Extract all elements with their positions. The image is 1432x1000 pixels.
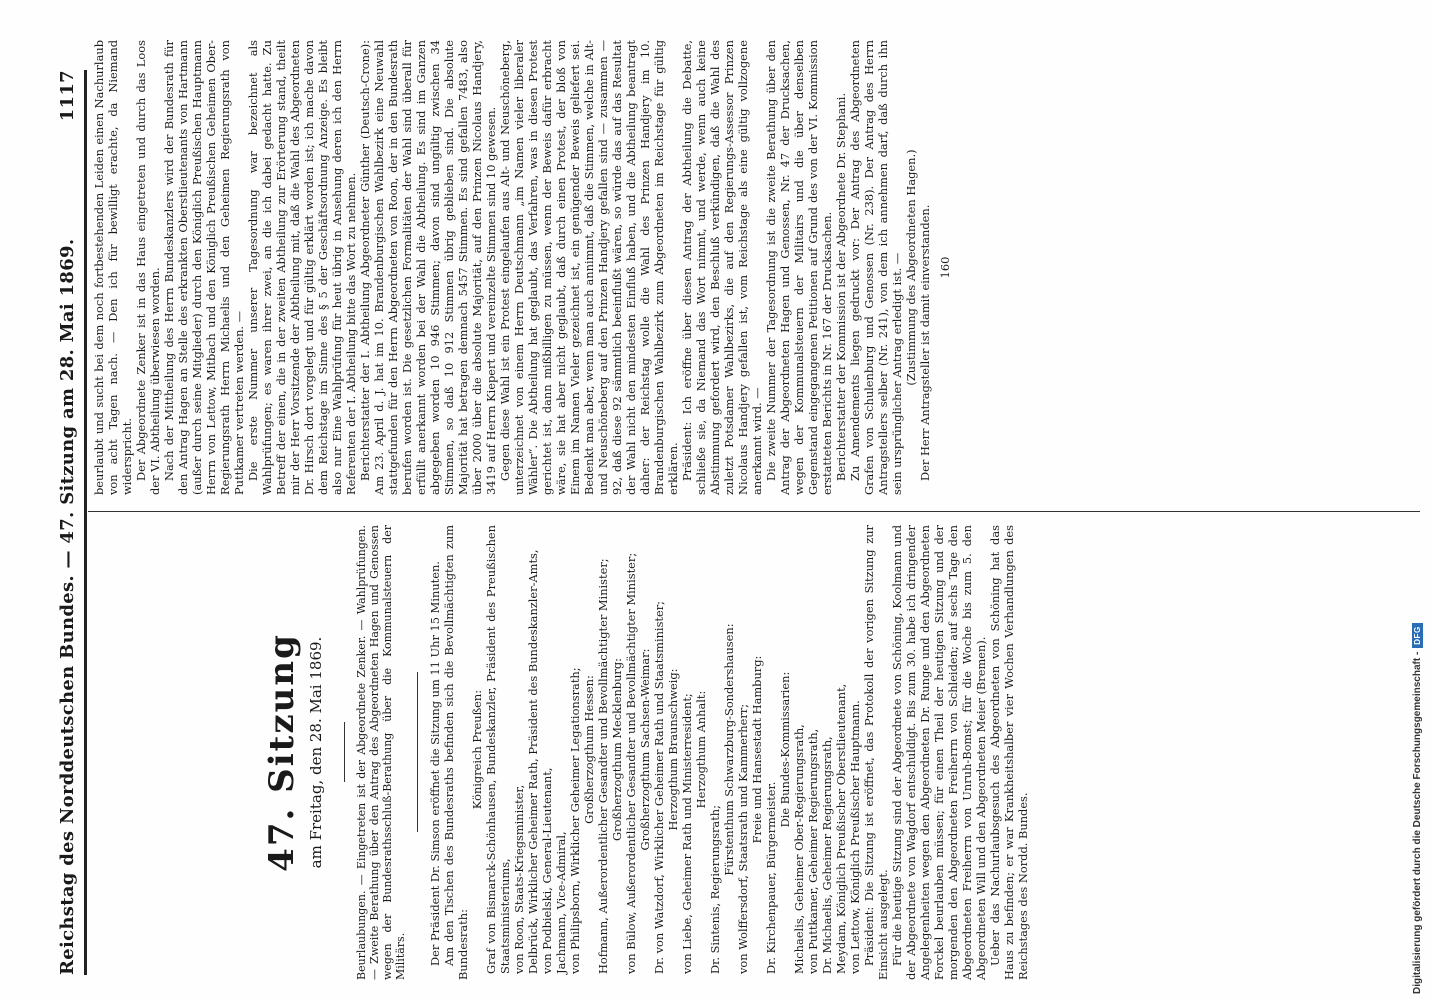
digitization-attribution <box>1412 623 1423 994</box>
header-rule <box>84 70 87 975</box>
commissioner-entry: Hofmann, Außerordentlicher Gesandter und Bevollmächtigter Minister; <box>596 558 610 974</box>
dfg-logo: DFG <box>1412 623 1423 647</box>
paragraph: Der Abgeordnete Zenker ist in das Haus eingetreten und durch das Loos der VI. Abtheilung überwiesen worden. <box>134 40 162 495</box>
paragraph: Zu Amendements liegen gedruckt vor: Der Antrag des Abgeordneten Grafen von Schulenburg und Genossen (Nr. 238). Der Antrag des Herrn Antragstellers selber (Nr. 241), von dem ich annehmen darf, daß durch ihn sein ursprünglicher Antrag erledigt ist. — <box>848 40 904 495</box>
running-title: Reichstag des Norddeutschen Bundes. — 47. Sitzung am 28. Mai 1869. <box>57 238 78 975</box>
paragraph: (Zustimmung des Abgeordneten Hagen.) <box>904 149 918 386</box>
column-divider <box>88 511 1420 512</box>
paragraph: Ueber das Nachurlaubsgesuch des Abgeordneten von Schöning hat das Haus zu befinden; er war Krankheitshalber vier Wochen Verhandlungen des Reichstages des Nordd. Bundes. <box>988 525 1030 980</box>
commissioner-entry: Dr. Michaelis, Geheimer Regierungsrath, <box>820 736 834 974</box>
commissioner-entry: von Lettow, Königlich Preußischer Hauptmann. <box>848 700 862 974</box>
paragraph: Der Herr Antragsteller ist damit einverstanden. <box>918 204 932 481</box>
commissioner-entry: von Roon, Staats-Kriegsminister, <box>512 784 526 974</box>
paragraph: Für die heutige Sitzung sind der Abgeordnete von Schöning, Koolmann und der Abgeordnete von Wagdorf entschuldigt. Bis zum 30. habe ich dringender Angelegenheiten wegen den Abgeordneten Dr. Runge und den Abgeordneten Forckel beurlauben müssen; für einen Theil der heutigen Sitzung und der morgenden den Abgeordneten Freiherrn von Schleiden; auf sechs Tage den Abgeordneten Freiherrn von Unruh-Bomst; für die Woche bis zum 5. den Abgeordneten Will und den Abgeordneten Meier (Bremen). <box>890 525 988 980</box>
title-rule <box>344 723 345 783</box>
paragraph: Nach der Mittheilung des Herrn Bundeskanzlers wird der Bundesrath für den Antrag Hagen an Stelle des erkrankten Oberstlieutenants von Hartmann (außer durch seine Mitglieder) durch den Königlich Preußischen Hauptmann Herrn von Lettow, Mitbach und den Königlich Preußischen Geheimen Ober-Regierungsrath Herrn Michaelis und den Geheimen Regierungsrath von Puttkamer vertreten werden. — <box>162 40 246 495</box>
attribution-text: Digitalisierung gefördert durch die Deutsche Forschungsgemeinschaft - <box>1412 651 1423 994</box>
commissioner-entry: von Bülow, Außerordentlicher Gesandter und Bevollmächtigter Minister; <box>624 552 638 974</box>
commissioner-entry: Graf von Bismarck-Schönhausen, Bundeskanzler, Präsident des Preußischen Staatsministeriums, <box>484 525 512 974</box>
paragraph: Berichterstatter der Kommission ist der Abgeordnete Dr. Stephani. <box>834 92 848 481</box>
commissioner-entry: Jachmann, Vice-Admiral, <box>554 831 568 974</box>
page-header <box>52 70 78 975</box>
commissioner-entry: von Philipsborn, Wirklicher Geheimer Legationsrath; <box>568 667 582 974</box>
paragraph: Berichterstatter der I. Abtheilung Abgeordneter Günther (Deutsch-Crone): Am 23. April d. J. hat im 10. Brandenburgischen Wahlbezirk eine Neuwahl stattgefunden für den Herrn Abgeordneten von Roon, der in den Bundesrath berufen worden ist. Die gesetzlichen Formalitäten der Wahl sind überall für erfüllt anerkannt worden bei der Wahl die Abtheilung. Es sind im Ganzen abgegeben worden 10 946 Stimmen; davon sind ungültig zwischen 34 Stimmen, so daß 10 912 Stimmen übrig geblieben sind. Die absolute Majorität hat betragen demnach 5457 Stimmen. Es sind gefallen 7483, also über 2000 über die absolute Majorität, auf den Prinzen Nicolaus Handjery, 3419 auf Herrn Kiepert und vereinzelte Stimmen sind 10 gewesen. <box>358 40 498 495</box>
paragraph: beurlaubt und sucht bei dem noch fortbestehenden Leiden einen Nachurlaub von acht Tagen nach. — Den ich für bewilligt erachte, da Niemand widerspricht. <box>92 40 134 495</box>
commissioner-entry: von Liebe, Geheimer Rath und Ministerresident; <box>680 693 694 974</box>
paragraph: Am den Tischen des Bundesraths befinden sich die Bevollmächtigten zum Bundesrath: <box>442 525 470 980</box>
state-heading: Die Bundes-Kommissarien: <box>778 671 792 828</box>
left-column <box>92 525 1030 980</box>
state-heading: Großherzogthum Hessen: <box>582 675 596 824</box>
commissioner-list <box>470 525 862 980</box>
state-heading: Königreich Preußen: <box>470 689 484 810</box>
page-number: 1117 <box>57 70 78 122</box>
left-tail <box>862 525 1030 980</box>
state-heading: Fürstenthum Schwarzburg-Sondershausen: <box>722 623 736 876</box>
commissioner-entry: von Podbielski, General-Lieutenant, <box>540 767 554 974</box>
state-heading: Großherzogthum Mecklenburg: <box>610 658 624 841</box>
contents-rule <box>417 673 418 833</box>
paragraph: Die erste Nummer unserer Tagesordnung war bezeichnet als Wahlprüfungen; es waren ihrer zwei, an die ich dabei gedacht hatte. Zu Betreff der einen, die in der zweiten Abtheilung zur Erörterung stand, theilt mir der Herr Vorsitzende der Abtheilung mit, daß die Wahl des Abgeordneten Dr. Hirsch dort vorgelegt und für gültig erklärt worden ist; ich mache davon dem Reichstage im Sinne des § 5 der Geschäftsordnung Anzeige. Es bleibt also nur Eine Wahlprüfung für heut übrig in Ansehung deren ich den Herrn Referenten der I. Abtheilung bitte das Wort zu nehmen. <box>246 40 358 495</box>
commissioner-entry: Michaelis, Geheimer Ober-Regierungsrath, <box>792 724 806 974</box>
state-heading: Herzogthum Anhalt: <box>694 690 708 809</box>
session-date: am Freitag, den 28. Mai 1869. <box>307 636 325 869</box>
state-heading: Großherzogthum Sachsen-Weimar: <box>638 648 652 851</box>
state-heading: Freie und Hansestadt Hamburg: <box>750 655 764 844</box>
commissioner-entry: Dr. Kirchenpauer, Bürgermeister. <box>764 781 778 974</box>
session-contents: Beurlaubungen. — Eingetreten ist der Abgeordnete Zenker. — Wahlprüfungen. — Zweite Berathung über den Antrag des Abgeordneten Hagen und Genossen wegen der Bundesrathsschluß-Berathung über die Kommunalsteuern der Militärs. <box>355 525 407 980</box>
commissioner-entry: Delbrück, Wirklicher Geheimer Rath, Präsident des Bundeskanzler-Amts, <box>526 549 540 974</box>
left-intro <box>428 525 470 980</box>
session-title: 47. Sitzung <box>262 633 302 872</box>
commissioner-entry: Meydam, Königlich Preußischer Oberstlieutenant, <box>834 683 848 974</box>
paragraph: Die zweite Nummer der Tagesordnung ist die zweite Berathung über den Antrag der Abgeordneten Hagen und Genossen, Nr. 47 der Drucksachen, wegen der Kommunalsteuern der Militairs und die über denselben Gegenstand eingegangenen Petitionen auf Grund des von der VI. Kommission erstatteten Berichts in Nr. 167 der Drucksachen. <box>764 40 834 495</box>
commissioner-entry: Dr. Sintenis, Regierungsrath; <box>708 805 722 974</box>
commissioner-entry: Dr. von Watzdorf, Wirklicher Geheimer Rath und Staatsminister; <box>652 600 666 974</box>
paragraph: Präsident: Ich eröffne über diesen Antrag der Abtheilung die Debatte, schließe sie, da Niemand das Wort nimmt, und werde, wenn auch keine Abstimmung gefordert wird, den Beschluß verkündigen, daß die Wahl des zuletzt Potsdamer Wahlbezirks, die auf den Regierungs-Assessor Prinzen Nicolaus Handjery gefallen ist, vom Reichstage als eine gültig vollzogene anerkannt wird. — <box>680 40 764 495</box>
paragraph: Gegen diese Wahl ist ein Protest eingelaufen aus Alt- und Neuschöneberg, unterzeichnet von einem Herrn Deutschmann „im Namen vieler liberaler Wähler“. Die Abtheilung hat geglaubt, das Verfahren, was in diesen Protest gerichtet ist, dann mißbilligen zu müssen, wenn der Beweis dafür erbracht wäre, sie hat aber nicht geglaubt, daß durch einen Protest, der bloß von Einem im Namen Vieler gezeichnet ist, ein genügender Beweis geliefert sei. Bedenkt man aber, wenn man auch annimmt, daß die Stimmen, welche in Alt- und Neuschöneberg auf den Prinzen Handjery gefallen sind — zusammen — 92, daß diese 92 sämmtlich beeinflußt wären, so würde das auf das Resultat der Wahl nicht den mindesten Einfluß haben, und die Abtheilung beantragt daher: der Reichstag wolle die Wahl des Prinzen Handjery im 10. Brandenburgischen Wahlbezirk zum Abgeordneten im Reichstage für gültig erklären. <box>498 40 680 495</box>
paragraph: Der Präsident Dr. Simson eröffnet die Sitzung um 11 Uhr 15 Minuten. <box>428 561 442 966</box>
paragraph: Präsident: Die Sitzung ist eröffnet, das Protokoll der vorigen Sitzung zur Einsicht ausgelegt. <box>862 525 890 980</box>
commissioner-entry: von Puttkamer, Geheimer Regierungsrath, <box>806 728 820 974</box>
right-column <box>92 40 952 495</box>
state-heading: Herzogthum Braunschweig: <box>666 668 680 831</box>
signature-mark: 160 <box>938 256 952 279</box>
commissioner-entry: von Wolffersdorf, Staatsrath und Kammerherr; <box>736 703 750 974</box>
